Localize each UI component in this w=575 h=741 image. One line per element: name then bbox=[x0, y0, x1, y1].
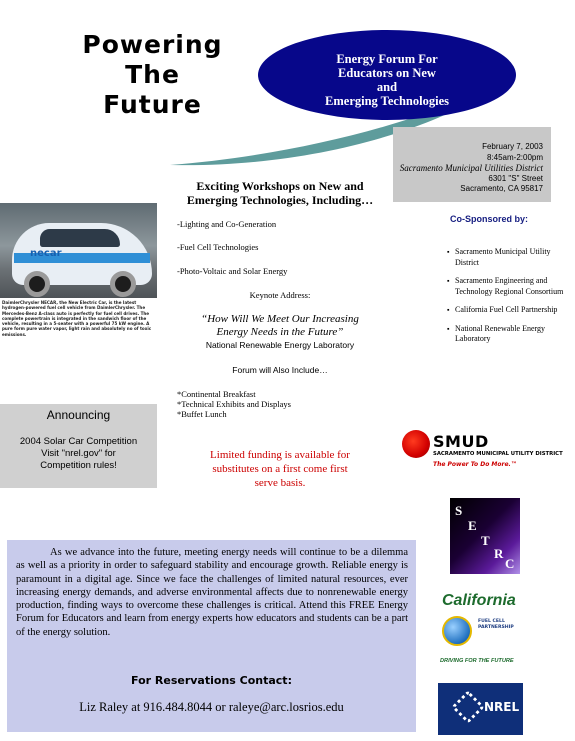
event-banner-oval bbox=[258, 30, 516, 120]
announcement-box bbox=[0, 404, 157, 488]
cosponsor-item: ▪ Sacramento Municipal Utility District bbox=[447, 247, 567, 268]
event-time: 8:45am-2:00pm bbox=[486, 152, 543, 162]
keynote-label: Keynote Address: bbox=[249, 290, 311, 300]
cfcp-logo-word: California bbox=[442, 592, 516, 609]
banner-line-3: and bbox=[376, 80, 398, 94]
cfcp-logo-subtitle-line-1: FUEL CELL bbox=[478, 619, 505, 624]
setrc-logo bbox=[450, 498, 520, 574]
description-panel bbox=[7, 540, 416, 732]
keynote-title-line-1: “How Will We Meet Our Increasing bbox=[201, 313, 359, 325]
smud-logo-name: SMUD bbox=[433, 432, 489, 451]
extras-item: *Continental Breakfast bbox=[177, 389, 256, 399]
cosponsors-list bbox=[447, 247, 567, 353]
extras-list bbox=[177, 389, 291, 419]
description-paragraph: As we advance into the future, meeting energy needs will continue to be a dilemma as well as a priority in order to safeguard stability and encourage growth. Reliable energy is paramount in a digital age. Since we face the challenges of limited natural resources, ever increasing energy demands, and adverse environmental affects due to nonrenewable energy production, finding ways to overcome these challenges is critical. Attend this FREE Energy Forum for Educators and learn from energy experts how educators and students can be a part of the energy solution. bbox=[16, 547, 408, 638]
california-fuel-cell-partnership-logo bbox=[438, 592, 523, 672]
workshop-item: -Fuel Cell Technologies bbox=[177, 242, 259, 252]
announcement-line-3: Competition rules! bbox=[40, 460, 117, 471]
event-date: February 7, 2003 bbox=[482, 142, 543, 151]
banner-line-2: Educators on New bbox=[338, 66, 436, 80]
event-details-box bbox=[393, 127, 551, 202]
cfcp-logo-subtitle bbox=[478, 619, 514, 630]
cosponsor-item: ▪ National Renewable Energy Laboratory bbox=[447, 324, 567, 345]
event-venue: Sacramento Municipal Utilities District bbox=[399, 163, 543, 173]
poster-title bbox=[70, 30, 235, 120]
announcement-line-1: 2004 Solar Car Competition bbox=[19, 436, 138, 447]
banner-line-4: Emerging Technologies bbox=[325, 94, 449, 108]
workshops-heading bbox=[180, 179, 380, 207]
setrc-letter: C bbox=[505, 556, 515, 571]
extras-item: *Technical Exhibits and Displays bbox=[177, 399, 291, 409]
title-line-1: Powering bbox=[82, 30, 223, 59]
nrel-logo-text: NREL bbox=[484, 700, 520, 714]
setrc-letter: R bbox=[494, 546, 504, 561]
nrel-emblem-icon bbox=[451, 690, 485, 724]
car-wheel-front bbox=[24, 271, 50, 297]
workshop-item: -Lighting and Co-Generation bbox=[177, 219, 277, 229]
event-city: Sacramento, CA 95817 bbox=[460, 184, 543, 193]
title-line-3: Future bbox=[103, 90, 202, 119]
setrc-letter: E bbox=[468, 518, 477, 533]
photo-caption: DaimlerChrysler NECAR, the New Electric Car, is the latest hydrogen-powered fuel cell vehicle from DaimlerChrysler. The Mercedes-Benz A-class auto is perfectly for fuel cell drives. The complete powertrain is integrated in the sandwich floor of the vehicle, resulting in a 5-seater with a powerful 75 kW engine. A pure form pure water vapor, light rain and absolutely no of toxic emissions. bbox=[2, 300, 152, 337]
smud-emblem-icon bbox=[402, 430, 430, 458]
cosponsor-item: ▪ California Fuel Cell Partnership bbox=[447, 305, 567, 316]
extras-heading: Forum will Also Include… bbox=[232, 365, 328, 375]
smud-logo-tagline: The Power To Do More.™ bbox=[433, 461, 517, 468]
smud-logo bbox=[402, 430, 575, 475]
cfcp-logo-subtitle-line-2: PARTNERSHIP bbox=[478, 624, 514, 630]
workshop-item: -Photo-Voltaic and Solar Energy bbox=[177, 266, 288, 276]
funding-line-1: Limited funding is available for bbox=[210, 449, 350, 461]
keynote-speaker-org: National Renewable Energy Laboratory bbox=[205, 340, 355, 350]
funding-line-3: serve basis. bbox=[254, 477, 306, 489]
announcement-body bbox=[0, 436, 157, 472]
funding-notice bbox=[195, 448, 365, 490]
globe-icon bbox=[442, 616, 472, 646]
funding-line-2: substitutes on a first come first bbox=[212, 463, 348, 475]
event-street: 6301 "S" Street bbox=[488, 173, 543, 183]
setrc-letter: T bbox=[481, 533, 490, 548]
announcement-heading: Announcing bbox=[46, 408, 111, 422]
fuel-cell-car-photo bbox=[0, 203, 157, 298]
car-window bbox=[40, 229, 120, 247]
title-line-2: The bbox=[125, 60, 180, 89]
workshops-heading-line-1: Exciting Workshops on New and bbox=[196, 179, 364, 193]
banner-line-1: Energy Forum For bbox=[336, 52, 438, 66]
reservations-contact: Liz Raley at 916.484.8044 or raleye@arc.losrios.edu bbox=[79, 700, 344, 714]
cfcp-logo-tagline: DRIVING FOR THE FUTURE bbox=[440, 658, 514, 664]
reservations-heading: For Reservations Contact: bbox=[131, 674, 292, 687]
workshops-heading-line-2: Emerging Technologies, Including… bbox=[186, 193, 374, 207]
car-decal: necar bbox=[30, 248, 62, 259]
smud-logo-fullname: SACRAMENTO MUNICIPAL UTILITY DISTRICT bbox=[433, 451, 563, 457]
car-wheel-rear bbox=[110, 271, 136, 297]
keynote-title-line-2: Energy Needs in the Future” bbox=[216, 325, 344, 338]
announcement-line-2: Visit "nrel.gov" for bbox=[41, 448, 116, 459]
cosponsors-heading: Co-Sponsored by: bbox=[450, 214, 528, 224]
setrc-letter: S bbox=[455, 503, 463, 518]
cosponsor-item: ▪ Sacramento Engineering and Technology Regional Consortium bbox=[447, 276, 567, 297]
nrel-logo bbox=[438, 683, 523, 735]
extras-item: *Buffet Lunch bbox=[177, 409, 227, 419]
keynote-title bbox=[180, 313, 380, 338]
